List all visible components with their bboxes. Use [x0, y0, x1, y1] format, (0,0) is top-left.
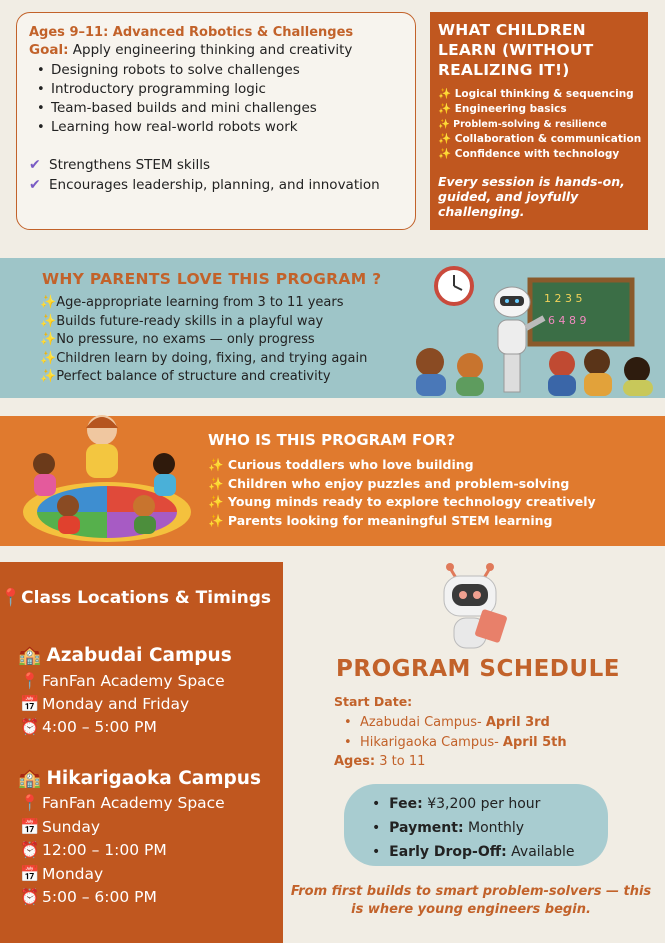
list-item: ✨ Logical thinking & sequencing — [438, 88, 634, 100]
fee-item: • Fee: ¥3,200 per hour — [372, 796, 541, 812]
list-item: ✨ Parents looking for meaningful STEM learning — [208, 512, 553, 528]
svg-text:6 4 8 9: 6 4 8 9 — [548, 314, 587, 327]
list-item: • Team-based builds and mini challenges — [37, 100, 317, 116]
hikarigaoka-day1: 📅 Sunday — [20, 818, 100, 836]
azabudai-time: ⏰ 4:00 – 5:00 PM — [20, 718, 157, 736]
calendar-icon: 📅 — [20, 695, 40, 713]
alarm-clock-icon: ⏰ — [20, 888, 40, 906]
dropoff-item: • Early Drop-Off: Available — [372, 844, 575, 860]
sparkle-icon: ✨ — [40, 369, 57, 384]
list-item: • Introductory programming logic — [37, 81, 266, 97]
bullet-icon: • — [37, 120, 45, 135]
start-date-list — [344, 713, 567, 753]
list-item: ✔ Strengthens STEM skills — [29, 157, 211, 173]
sparkle-icon: ✨ — [208, 512, 228, 528]
sparkle-icon: ✨ — [40, 332, 57, 347]
list-item: ✨No pressure, no exams — only progress — [40, 332, 315, 347]
ages-card — [16, 12, 416, 230]
start-date-label: Start Date: — [334, 694, 413, 709]
pin-icon: 📍 — [20, 672, 40, 690]
sparkle-icon: ✨ — [438, 148, 455, 160]
schedule-title: PROGRAM SCHEDULE — [336, 656, 620, 682]
calendar-icon: 📅 — [20, 865, 40, 883]
list-item: ✨ Curious toddlers who love building — [208, 457, 474, 472]
why-title: WHY PARENTS LOVE THIS PROGRAM ? — [42, 270, 382, 288]
sparkle-icon: ✨ — [208, 475, 228, 491]
list-item: ✨Age-appropriate learning from 3 to 11 years — [40, 295, 344, 310]
kids-puzzle-illustration — [12, 400, 202, 546]
sparkle-icon: ✨ — [438, 133, 455, 145]
bullet-icon: • — [344, 715, 360, 730]
ages-title: Ages 9–11: Advanced Robotics & Challenges — [29, 25, 354, 40]
learn-list — [438, 87, 642, 162]
list-item: • Learning how real-world robots work — [37, 119, 298, 135]
list-item: ✨ Children who enjoy puzzles and problem-solving — [208, 475, 570, 491]
goal-text: Apply engineering thinking and creativity — [68, 42, 353, 58]
robot-classroom-illustration — [412, 262, 662, 396]
sparkle-icon: ✨ — [438, 88, 455, 100]
list-item: ✔ Encourages leadership, planning, and innovation — [29, 177, 380, 193]
bullet-icon: • — [37, 101, 45, 116]
list-item: ✨Perfect balance of structure and creativity — [40, 369, 331, 384]
pin-icon: 📍 — [0, 588, 22, 608]
goal-label: Goal: — [29, 42, 69, 58]
locations-panel — [0, 562, 283, 943]
school-icon: 🏫 — [18, 768, 42, 789]
bullet-icon: • — [344, 735, 360, 750]
learn-title: WHAT CHILDREN LEARN (WITHOUT REALIZING IT!) — [438, 21, 594, 79]
checkmark-icon: ✔ — [29, 177, 41, 193]
bullet-icon: • — [37, 63, 45, 78]
list-item: • Hikarigaoka Campus- April 5th — [344, 735, 567, 750]
hikarigaoka-time1: ⏰ 12:00 – 1:00 PM — [20, 841, 167, 859]
calendar-icon: 📅 — [20, 818, 40, 836]
sparkle-icon: ✨ — [438, 103, 455, 115]
sparkle-icon: ✨ — [40, 350, 57, 366]
school-icon: 🏫 — [18, 645, 42, 666]
who-title: WHO IS THIS PROGRAM FOR? — [208, 431, 456, 449]
azabudai-campus-title: 🏫 Azabudai Campus — [18, 645, 232, 666]
alarm-clock-icon: ⏰ — [20, 841, 40, 859]
list-item: • Designing robots to solve challenges — [37, 62, 300, 78]
hikarigaoka-campus-title: 🏫 Hikarigaoka Campus — [18, 768, 261, 789]
list-item: ✨Builds future-ready skills in a playful way — [40, 313, 324, 329]
why-section — [0, 258, 665, 398]
pin-icon: 📍 — [20, 794, 40, 812]
goal-line — [29, 42, 403, 58]
azabudai-days: 📅 Monday and Friday — [20, 695, 190, 713]
list-item: ✨ Collaboration & communication — [438, 133, 642, 145]
ages-list — [29, 61, 403, 137]
list-item: ✨ Young minds ready to explore technology creatively — [208, 494, 596, 509]
hikarigaoka-day2: 📅 Monday — [20, 865, 104, 883]
sparkle-icon: ✨ — [208, 457, 228, 472]
robot-mascot-illustration — [420, 560, 520, 652]
payment-item: • Payment: Monthly — [372, 820, 525, 836]
list-item: ✨ Engineering basics — [438, 103, 567, 115]
sparkle-icon: ✨ — [208, 494, 228, 509]
locations-title: 📍Class Locations & Timings — [0, 588, 272, 608]
list-item: ✨ Confidence with technology — [438, 148, 620, 160]
learn-note: Every session is hands-on, guided, and joyfully challenging. — [438, 174, 625, 219]
who-list — [208, 456, 596, 530]
hikarigaoka-time2: ⏰ 5:00 – 6:00 PM — [20, 888, 157, 906]
hikarigaoka-place: 📍 FanFan Academy Space — [20, 794, 225, 812]
sparkle-icon: ✨ — [438, 119, 454, 130]
checks-list — [29, 155, 403, 195]
fee-box — [344, 784, 608, 866]
alarm-clock-icon: ⏰ — [20, 718, 40, 736]
azabudai-place: 📍 FanFan Academy Space — [20, 672, 225, 690]
bullet-icon: • — [37, 82, 45, 97]
tagline: From first builds to smart problem-solvers — this is where young engineers begin. — [290, 884, 652, 917]
sparkle-icon: ✨ — [40, 295, 57, 310]
svg-text:1 2 3 5: 1 2 3 5 — [544, 292, 583, 305]
checkmark-icon: ✔ — [29, 157, 41, 173]
list-item: ✨ Problem-solving & resilience — [438, 119, 607, 130]
list-item: • Azabudai Campus- April 3rd — [344, 715, 550, 730]
list-item: ✨Children learn by doing, fixing, and trying again — [40, 350, 368, 366]
who-section — [0, 416, 665, 546]
why-list — [40, 294, 367, 387]
sparkle-icon: ✨ — [40, 313, 57, 329]
ages-line: Ages: 3 to 11 — [334, 754, 426, 769]
learn-box — [430, 12, 648, 230]
